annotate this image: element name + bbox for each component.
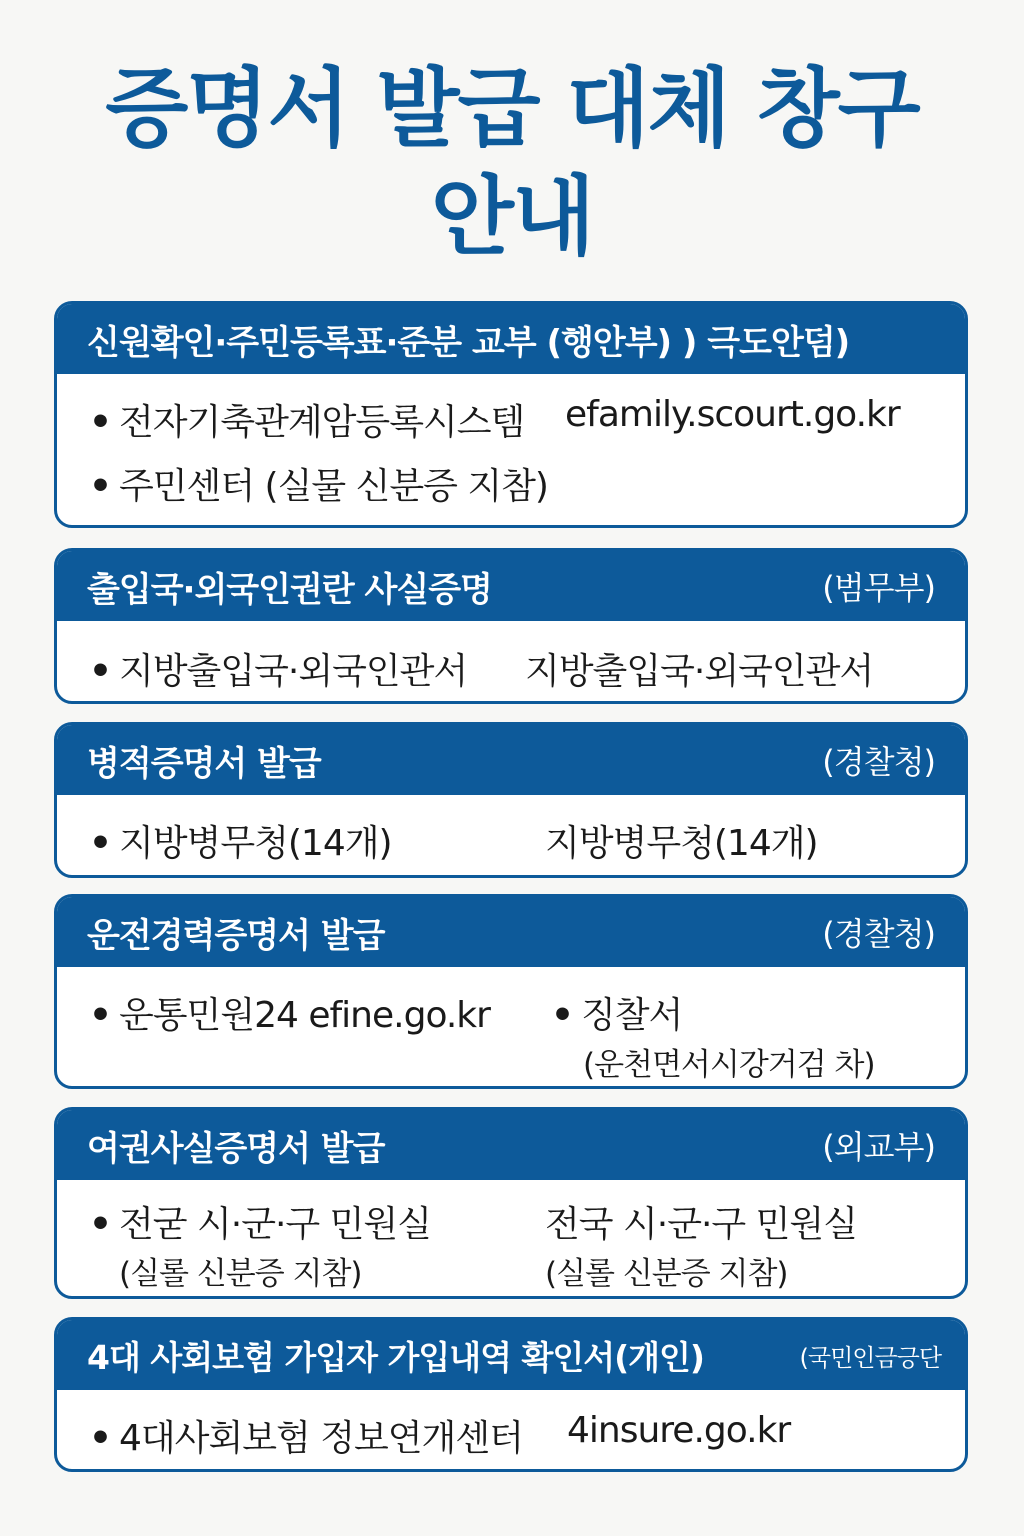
- url-link[interactable]: efamily.scourt.go.kr: [565, 394, 900, 435]
- item-text-right: 지방병무청(14개): [545, 823, 818, 864]
- card-agency: (국민인금긍단: [799, 1343, 941, 1372]
- bullet: •: [89, 466, 112, 507]
- card-immigration: [54, 548, 968, 704]
- item-subtext: (실롤 신분증 지참): [119, 1256, 362, 1292]
- card-passport: [54, 1107, 968, 1299]
- card-heading: 여권사실증명서 발급: [87, 1128, 385, 1169]
- item-text: 주민센터 (실물 신분증 지참): [119, 466, 548, 507]
- card-military-record: [54, 722, 968, 878]
- bullet: •: [89, 823, 112, 864]
- card-header: [57, 304, 965, 374]
- page-title-line-2: 안내: [430, 167, 594, 267]
- item-text: 4대사회보험 정보연개센터: [119, 1418, 523, 1459]
- bullet: •: [89, 651, 112, 692]
- card-agency: (외교부): [822, 1128, 935, 1166]
- item-text-right: 지방출입국·외국인관서: [525, 651, 874, 692]
- list-item: [89, 458, 548, 509]
- bullet: •: [89, 995, 112, 1036]
- card-agency: (경찰청): [822, 915, 935, 953]
- card-header: [57, 1110, 965, 1180]
- card-agency: (경찰청): [822, 743, 935, 781]
- item-text-right: 전국 시·군·구 민원실: [545, 1204, 857, 1245]
- item-text: 운통민원24 efine.go.kr: [119, 995, 490, 1036]
- card-agency: (범무부): [822, 569, 935, 607]
- item-text: 전자기축관계암등록시스템: [119, 402, 525, 443]
- bullet: •: [89, 402, 112, 443]
- card-header: [57, 897, 965, 967]
- card-heading: 운전경력증명서 발급: [87, 915, 385, 956]
- card-resident-registration: [54, 301, 968, 528]
- card-header: [57, 725, 965, 795]
- list-item: [89, 1196, 431, 1247]
- item-subtext: (운천면서시강거검 차): [583, 1047, 875, 1083]
- item-text: 징찰서: [581, 995, 683, 1036]
- item-text: 지방출입국·외국인관서: [119, 651, 468, 692]
- page-title: [0, 55, 1024, 271]
- page-title-line-1: 증명서 발급 대체 창구: [105, 59, 919, 159]
- url-link[interactable]: 4insure.go.kr: [567, 1410, 791, 1451]
- item-text: 지방병무청(14개): [119, 823, 392, 864]
- list-item: [89, 643, 467, 694]
- bullet: •: [89, 1418, 112, 1459]
- list-item: [89, 987, 490, 1038]
- card-driving-record: [54, 894, 968, 1089]
- item-text: 전굳 시·군·구 민원실: [119, 1204, 431, 1245]
- list-item: [89, 1410, 523, 1461]
- card-heading: 신원확인·주민등록표·준분 교부 (행안부) ) 극도안덤): [87, 322, 850, 363]
- card-heading: 출입국·외국인권란 사실증명: [87, 569, 492, 610]
- card-header: [57, 1320, 965, 1390]
- list-item-right: [551, 987, 682, 1038]
- card-social-insurance: [54, 1317, 968, 1472]
- list-item: [89, 815, 392, 866]
- card-heading: 4대 사회보험 가입자 가입내역 확인서(개인): [87, 1337, 705, 1377]
- bullet: •: [551, 995, 574, 1036]
- item-subtext-right: (실롤 신분증 지참): [545, 1256, 788, 1292]
- list-item: [89, 394, 524, 445]
- card-heading: 병적증명서 발급: [87, 743, 321, 784]
- bullet: •: [89, 1204, 112, 1245]
- card-header: [57, 551, 965, 621]
